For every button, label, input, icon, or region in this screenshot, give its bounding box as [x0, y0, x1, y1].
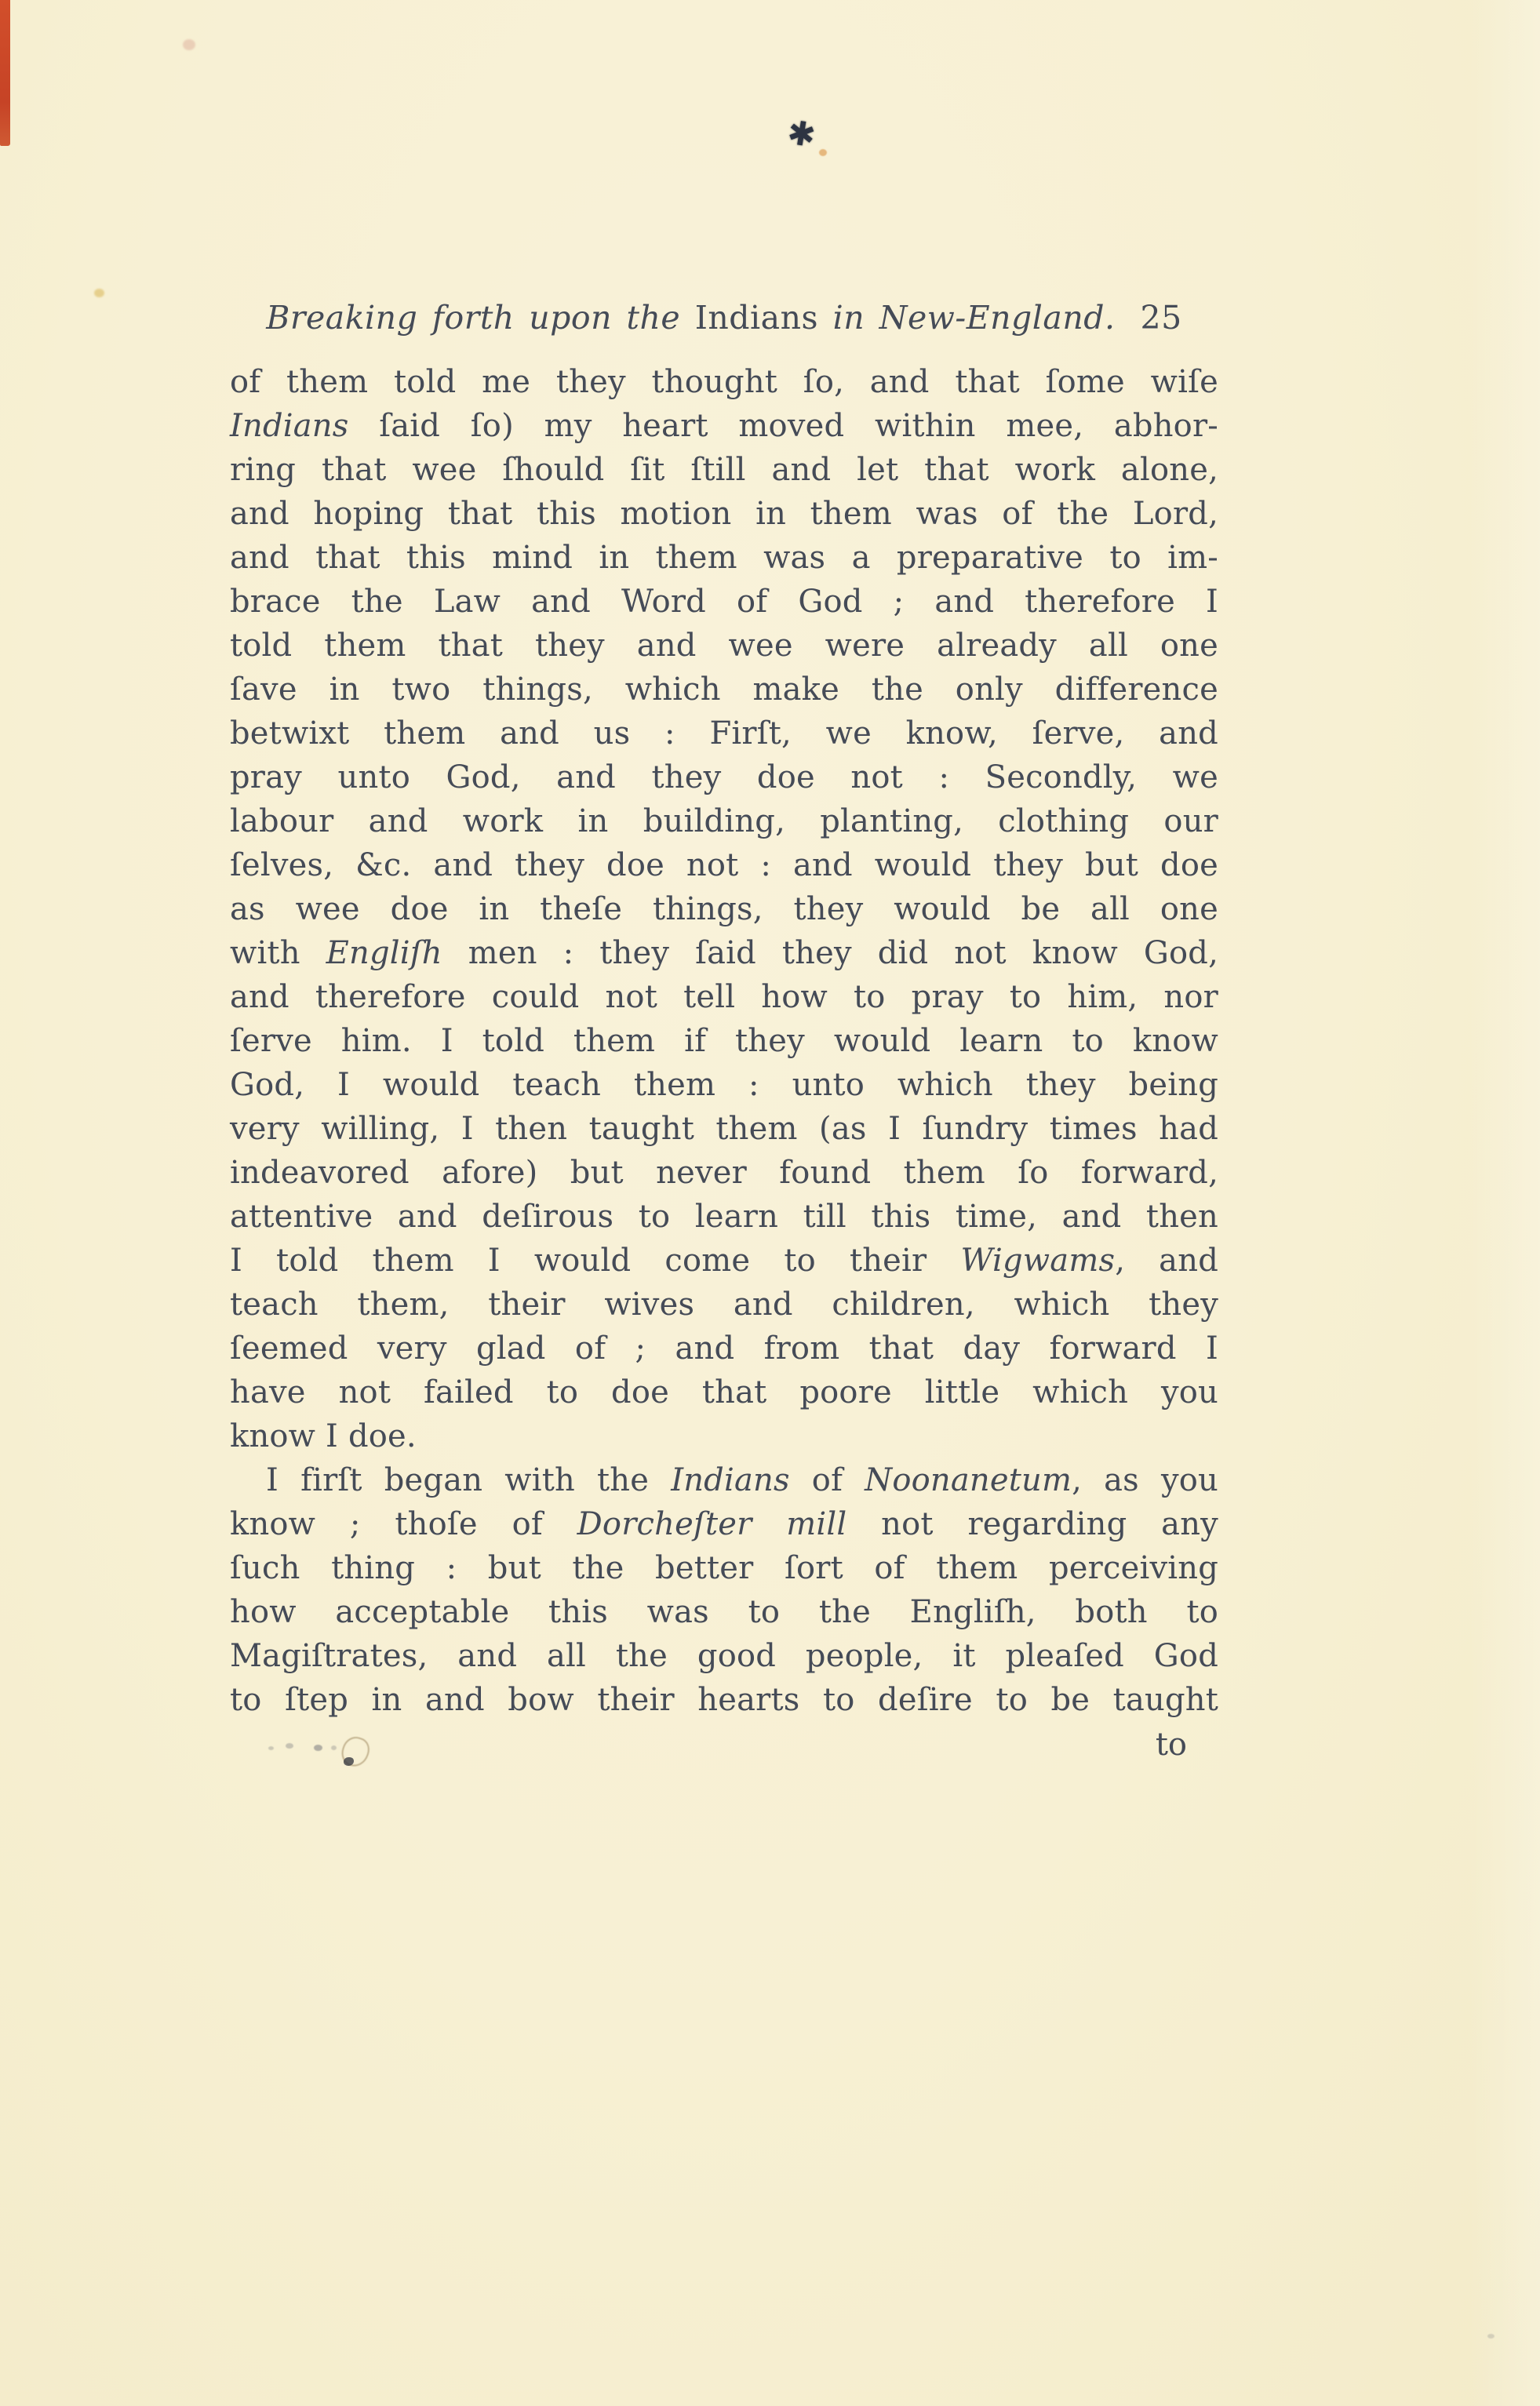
text-segment: betwixt them and us : Firſt, we know, ſerve, and — [230, 715, 1218, 752]
text-line — [230, 624, 1218, 668]
page-number: 25 — [1140, 299, 1182, 337]
text-segment: teach them, their wives and children, which they — [230, 1287, 1218, 1323]
text-segment: labour and work in building, planting, clothing our — [230, 803, 1218, 839]
text-segment: of them told me they thought ſo, and that ſome wiſe — [230, 364, 1218, 400]
text-line — [230, 975, 1218, 1019]
smudge-dot — [286, 1743, 293, 1749]
text-segment: indeavored afore) but never found them ſo forward, — [230, 1155, 1218, 1191]
text-segment: know I doe. — [230, 1418, 417, 1454]
running-header — [230, 298, 1218, 337]
text-line — [230, 448, 1218, 492]
text-segment: and that this mind in them was a preparative to im- — [230, 540, 1218, 576]
text-segment: not regarding any — [846, 1506, 1218, 1542]
text-line — [230, 580, 1218, 624]
italic-text-segment: Noonanetum — [865, 1462, 1072, 1498]
paper-stain-yellow — [94, 289, 104, 297]
text-line — [230, 799, 1218, 843]
text-segment: I firſt began with the — [266, 1462, 672, 1498]
text-segment: ring that wee ſhould ſit ſtill and let that work alone, — [230, 452, 1218, 488]
text-segment: know ; thoſe of — [230, 1506, 577, 1542]
italic-text-segment: Indians — [230, 408, 349, 444]
text-line — [230, 1327, 1218, 1370]
text-segment: brace the Law and Word of God ; and therefore I — [230, 584, 1218, 620]
text-segment: and therefore could not tell how to pray to him, nor — [230, 979, 1218, 1015]
text-line — [230, 887, 1218, 931]
text-segment: ſuch thing : but the better ſort of them perceiving — [230, 1550, 1218, 1586]
smudge-dot — [331, 1745, 337, 1750]
text-segment: I told them I would come to their — [230, 1243, 961, 1279]
text-segment: ſave in two things, which make the only difference — [230, 672, 1218, 708]
italic-text-segment: Engliſh — [326, 935, 442, 971]
body-text — [230, 360, 1218, 1722]
text-line — [230, 1458, 1218, 1502]
text-line — [230, 1239, 1218, 1283]
paper-stain-pink — [183, 39, 195, 50]
text-segment: attentive and deſirous to learn till this time, and then — [230, 1199, 1218, 1235]
text-line — [230, 1063, 1218, 1107]
text-segment: , and — [1115, 1243, 1218, 1279]
italic-text-segment: in New-England. — [832, 299, 1116, 337]
spine-red-strip — [0, 0, 10, 146]
text-line — [230, 1370, 1218, 1414]
text-line — [230, 1019, 1218, 1063]
italic-text-segment: Dorcheſter mill — [577, 1506, 847, 1542]
text-line — [230, 360, 1218, 404]
text-segment: how acceptable this was to the Engliſh, both to — [230, 1594, 1218, 1630]
text-segment: with — [230, 935, 326, 971]
text-segment: ſeemed very glad of ; and from that day forward I — [230, 1330, 1218, 1367]
paper-speck-bottom-right — [1487, 2334, 1494, 2339]
text-line — [230, 1678, 1218, 1722]
text-line — [230, 1590, 1218, 1634]
text-segment: and hoping that this motion in them was of the Lord, — [230, 496, 1218, 532]
text-line — [230, 1546, 1218, 1590]
text-line — [230, 712, 1218, 755]
text-segment: , as you — [1072, 1462, 1219, 1498]
italic-text-segment: Indians — [671, 1462, 790, 1498]
running-header-title — [266, 299, 1115, 337]
text-line — [230, 1634, 1218, 1678]
text-segment: very willing, I then taught them (as I ſundry times had — [230, 1111, 1218, 1147]
text-line — [230, 1151, 1218, 1195]
text-line — [230, 492, 1218, 536]
text-segment: as wee doe in theſe things, they would be all one — [230, 891, 1218, 927]
text-segment: ſelves, &c. and they doe not : and would they but doe — [230, 847, 1218, 883]
text-line — [230, 1195, 1218, 1239]
ink-smudge-cluster — [265, 1737, 375, 1773]
text-line — [230, 1414, 1218, 1458]
text-segment: ſaid ſo) my heart moved within mee, abhor- — [348, 408, 1218, 444]
text-line — [230, 536, 1218, 580]
text-segment: God, I would teach them : unto which they being — [230, 1067, 1218, 1103]
italic-text-segment: Breaking forth upon the — [266, 299, 695, 337]
text-segment: men : they ſaid they did not know God, — [442, 935, 1218, 971]
text-segment: have not failed to doe that poore little which you — [230, 1374, 1218, 1410]
text-segment: told them that they and wee were already all one — [230, 628, 1218, 664]
text-segment: Magiſtrates, and all the good people, it pleaſed God — [230, 1638, 1218, 1674]
text-line — [230, 1283, 1218, 1327]
text-line — [230, 404, 1218, 448]
text-segment: Indians — [694, 299, 833, 337]
text-segment: of — [789, 1462, 865, 1498]
smudge-scribble — [338, 1734, 373, 1771]
text-line — [230, 755, 1218, 799]
italic-text-segment: Wigwams — [960, 1243, 1116, 1279]
text-segment: to ſtep in and bow their hearts to deſire to be taught — [230, 1682, 1218, 1718]
text-line — [230, 931, 1218, 975]
ink-speck-orange — [819, 149, 827, 156]
text-segment: ſerve him. I told them if they would learn to know — [230, 1023, 1218, 1059]
text-line — [230, 1502, 1218, 1546]
text-segment: pray unto God, and they doe not : Secondly, we — [230, 759, 1218, 795]
catchword: to — [1155, 1727, 1187, 1763]
text-line — [230, 1107, 1218, 1151]
ink-blot-star-mark: ✱ — [785, 112, 818, 155]
smudge-dot — [268, 1746, 274, 1750]
smudge-dot — [314, 1745, 322, 1751]
text-line — [230, 668, 1218, 712]
text-line — [230, 843, 1218, 887]
